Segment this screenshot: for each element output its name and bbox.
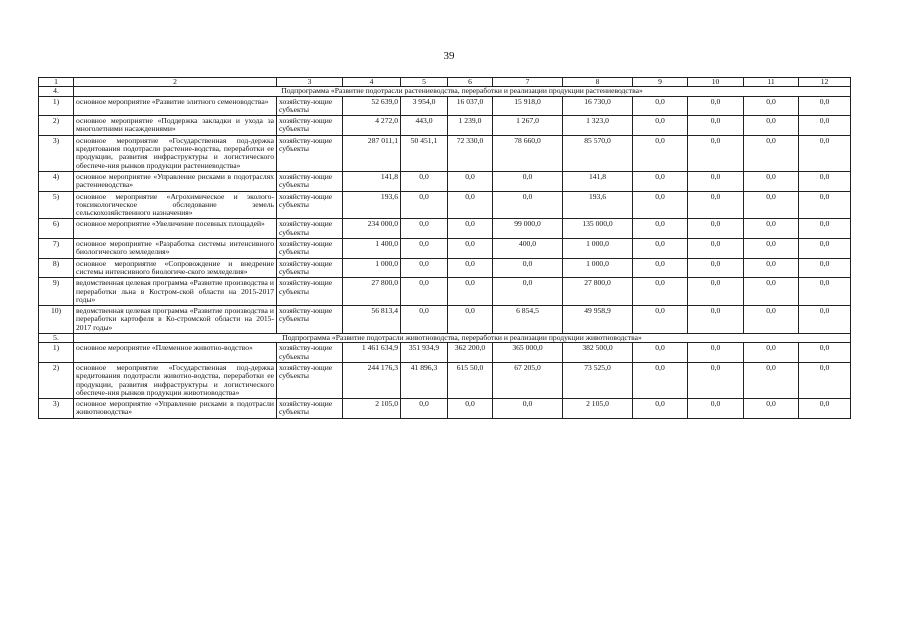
row-number: 1) xyxy=(39,96,74,116)
funding-value: 193,6 xyxy=(563,191,633,219)
funding-value: 0,0 xyxy=(688,116,744,136)
row-number: 7) xyxy=(39,239,74,259)
funding-value: 287 011,1 xyxy=(343,135,401,171)
funding-value: 0,0 xyxy=(633,191,688,219)
column-header-row xyxy=(39,78,851,87)
funding-value: 0,0 xyxy=(799,278,851,306)
funding-value: 0,0 xyxy=(448,191,493,219)
funding-value: 0,0 xyxy=(744,343,799,363)
activity-name: основное мероприятие «Агрохимическое и эколого-токсикологическое обследование земель сельскохозяйственного назначения» xyxy=(74,191,277,219)
funding-value: 41 896,3 xyxy=(401,362,448,398)
funding-value: 78 660,0 xyxy=(493,135,563,171)
column-number: 1 xyxy=(39,78,74,87)
column-number: 8 xyxy=(563,78,633,87)
column-number: 7 xyxy=(493,78,563,87)
funding-value: 0,0 xyxy=(744,278,799,306)
activity-name: основное мероприятие «Управление рисками в подотрасли животноводства» xyxy=(74,399,277,419)
row-number: 5) xyxy=(39,191,74,219)
funding-value: 2 105,0 xyxy=(343,399,401,419)
funding-value: 0,0 xyxy=(799,171,851,191)
executor: хозяйству-ющие субъекты xyxy=(277,278,343,306)
table-row xyxy=(39,306,851,334)
executor: хозяйству-ющие субъекты xyxy=(277,399,343,419)
funding-value: 141,8 xyxy=(343,171,401,191)
funding-value: 0,0 xyxy=(633,362,688,398)
funding-value: 0,0 xyxy=(688,343,744,363)
funding-value: 2 105,0 xyxy=(563,399,633,419)
table-row xyxy=(39,171,851,191)
funding-value: 27 800,0 xyxy=(343,278,401,306)
section-number: 5. xyxy=(39,334,74,343)
funding-value: 0,0 xyxy=(633,399,688,419)
activity-name: основное мероприятие «Развитие элитного семеноводства» xyxy=(74,96,277,116)
funding-value: 0,0 xyxy=(799,258,851,278)
section-title: Подпрограмма «Развитие подотрасли растениеводства, переработки и реализации продукции растениеводства» xyxy=(74,87,851,96)
activity-name: основное мероприятие «Государственная под-держка кредитования подотрасли животно-водства, переработки ее продукции, развития инфраструктуры и логистического обеспече-ния рынков продукции животноводства» xyxy=(74,362,277,398)
funding-value: 0,0 xyxy=(448,219,493,239)
funding-value: 244 176,3 xyxy=(343,362,401,398)
funding-value: 0,0 xyxy=(633,343,688,363)
funding-value: 0,0 xyxy=(744,399,799,419)
funding-value: 73 525,0 xyxy=(563,362,633,398)
column-number: 12 xyxy=(799,78,851,87)
funding-value: 0,0 xyxy=(799,219,851,239)
funding-value: 0,0 xyxy=(688,96,744,116)
activity-name: ведомственная целевая программа «Развитие производства и переработки картофеля в Ко-стромской области на 2015-2017 годы» xyxy=(74,306,277,334)
table-row xyxy=(39,343,851,363)
funding-value: 0,0 xyxy=(688,306,744,334)
executor: хозяйству-ющие субъекты xyxy=(277,116,343,136)
table-row xyxy=(39,362,851,398)
activity-name: основное мероприятие «Сопровождение и внедрение системы интенсивного биологиче-ского земледелия» xyxy=(74,258,277,278)
executor: хозяйству-ющие субъекты xyxy=(277,219,343,239)
activity-name: основное мероприятие «Государственная под-держка кредитования подотрасли растение-водства, переработки ее продукции, развития инфраструктуры и логистического обеспече-ния рынков продукции растениеводства» xyxy=(74,135,277,171)
funding-value: 234 000,0 xyxy=(343,219,401,239)
funding-value: 4 272,0 xyxy=(343,116,401,136)
table-row xyxy=(39,278,851,306)
activity-name: основное мероприятие «Племенное животно-водство» xyxy=(74,343,277,363)
funding-value: 49 958,9 xyxy=(563,306,633,334)
funding-value: 50 451,1 xyxy=(401,135,448,171)
funding-value: 1 400,0 xyxy=(343,239,401,259)
row-number: 8) xyxy=(39,258,74,278)
funding-value: 1 000,0 xyxy=(343,258,401,278)
activity-name: ведомственная целевая программа «Развитие производства и переработки льна в Костром-ской области на 2015-2017 годы» xyxy=(74,278,277,306)
funding-value: 0,0 xyxy=(633,116,688,136)
funding-value: 382 500,0 xyxy=(563,343,633,363)
row-number: 9) xyxy=(39,278,74,306)
funding-value: 362 200,0 xyxy=(448,343,493,363)
funding-value: 1 461 634,9 xyxy=(343,343,401,363)
funding-value: 0,0 xyxy=(401,219,448,239)
funding-value: 0,0 xyxy=(744,116,799,136)
funding-value: 0,0 xyxy=(688,399,744,419)
funding-value: 0,0 xyxy=(799,399,851,419)
funding-value: 56 813,4 xyxy=(343,306,401,334)
funding-value: 0,0 xyxy=(633,96,688,116)
column-number: 2 xyxy=(74,78,277,87)
section-row xyxy=(39,334,851,343)
funding-value: 72 330,0 xyxy=(448,135,493,171)
funding-value: 0,0 xyxy=(401,191,448,219)
funding-value: 0,0 xyxy=(744,239,799,259)
table-row xyxy=(39,191,851,219)
funding-value: 0,0 xyxy=(493,278,563,306)
funding-value: 15 918,0 xyxy=(493,96,563,116)
funding-value: 0,0 xyxy=(401,239,448,259)
section-number: 4. xyxy=(39,87,74,96)
funding-value: 99 000,0 xyxy=(493,219,563,239)
section-row xyxy=(39,87,851,96)
funding-value: 0,0 xyxy=(448,258,493,278)
funding-value: 443,0 xyxy=(401,116,448,136)
executor: хозяйству-ющие субъекты xyxy=(277,362,343,398)
funding-value: 0,0 xyxy=(688,219,744,239)
funding-value: 1 000,0 xyxy=(563,239,633,259)
funding-value: 0,0 xyxy=(744,258,799,278)
row-number: 2) xyxy=(39,362,74,398)
column-number: 4 xyxy=(343,78,401,87)
column-number: 10 xyxy=(688,78,744,87)
funding-value: 0,0 xyxy=(448,171,493,191)
funding-value: 0,0 xyxy=(744,219,799,239)
funding-value: 0,0 xyxy=(744,191,799,219)
funding-value: 0,0 xyxy=(493,171,563,191)
funding-value: 27 800,0 xyxy=(563,278,633,306)
table-row xyxy=(39,135,851,171)
row-number: 3) xyxy=(39,135,74,171)
executor: хозяйству-ющие субъекты xyxy=(277,306,343,334)
funding-value: 0,0 xyxy=(688,362,744,398)
executor: хозяйству-ющие субъекты xyxy=(277,343,343,363)
funding-value: 0,0 xyxy=(688,258,744,278)
funding-value: 1 267,0 xyxy=(493,116,563,136)
activity-name: основное мероприятие «Поддержка закладки и ухода за многолетними насаждениями» xyxy=(74,116,277,136)
funding-value: 0,0 xyxy=(633,258,688,278)
funding-value: 0,0 xyxy=(633,239,688,259)
funding-value: 52 639,0 xyxy=(343,96,401,116)
funding-value: 0,0 xyxy=(448,306,493,334)
column-number: 5 xyxy=(401,78,448,87)
funding-value: 351 934,9 xyxy=(401,343,448,363)
funding-value: 135 000,0 xyxy=(563,219,633,239)
funding-value: 0,0 xyxy=(688,191,744,219)
funding-value: 0,0 xyxy=(744,135,799,171)
funding-value: 0,0 xyxy=(493,191,563,219)
funding-table xyxy=(38,77,851,419)
funding-value: 0,0 xyxy=(744,171,799,191)
table-row xyxy=(39,399,851,419)
column-number: 3 xyxy=(277,78,343,87)
funding-value: 0,0 xyxy=(688,278,744,306)
funding-value: 0,0 xyxy=(799,96,851,116)
funding-value: 0,0 xyxy=(744,306,799,334)
funding-value: 0,0 xyxy=(688,239,744,259)
row-number: 10) xyxy=(39,306,74,334)
funding-value: 67 205,0 xyxy=(493,362,563,398)
funding-value: 0,0 xyxy=(401,171,448,191)
funding-value: 3 954,0 xyxy=(401,96,448,116)
executor: хозяйству-ющие субъекты xyxy=(277,96,343,116)
funding-value: 1 323,0 xyxy=(563,116,633,136)
activity-name: основное мероприятие «Управление рисками в подотраслях растениеводства» xyxy=(74,171,277,191)
column-number: 11 xyxy=(744,78,799,87)
funding-value: 141,8 xyxy=(563,171,633,191)
table-row xyxy=(39,239,851,259)
executor: хозяйству-ющие субъекты xyxy=(277,258,343,278)
executor: хозяйству-ющие субъекты xyxy=(277,239,343,259)
funding-value: 0,0 xyxy=(799,191,851,219)
funding-value: 0,0 xyxy=(633,278,688,306)
funding-value: 0,0 xyxy=(401,399,448,419)
row-number: 6) xyxy=(39,219,74,239)
row-number: 1) xyxy=(39,343,74,363)
funding-value: 0,0 xyxy=(448,399,493,419)
executor: хозяйству-ющие субъекты xyxy=(277,135,343,171)
funding-value: 16 730,0 xyxy=(563,96,633,116)
funding-value: 400,0 xyxy=(493,239,563,259)
funding-value: 0,0 xyxy=(799,343,851,363)
funding-value: 0,0 xyxy=(401,278,448,306)
section-title: Подпрограмма «Развитие подотрасли животноводства, переработки и реализации продукции животноводства» xyxy=(74,334,851,343)
table-row xyxy=(39,219,851,239)
funding-value: 0,0 xyxy=(448,278,493,306)
funding-value: 0,0 xyxy=(633,135,688,171)
funding-value: 0,0 xyxy=(633,219,688,239)
funding-value: 0,0 xyxy=(744,362,799,398)
funding-value: 0,0 xyxy=(799,362,851,398)
funding-value: 0,0 xyxy=(493,258,563,278)
funding-value: 0,0 xyxy=(633,306,688,334)
funding-value: 0,0 xyxy=(448,239,493,259)
executor: хозяйству-ющие субъекты xyxy=(277,171,343,191)
funding-value: 0,0 xyxy=(799,135,851,171)
executor: хозяйству-ющие субъекты xyxy=(277,191,343,219)
row-number: 3) xyxy=(39,399,74,419)
page-number: 39 xyxy=(443,50,455,62)
funding-value: 0,0 xyxy=(688,171,744,191)
funding-value: 365 000,0 xyxy=(493,343,563,363)
funding-value: 0,0 xyxy=(688,135,744,171)
activity-name: основное мероприятие «Увеличение посевных площадей» xyxy=(74,219,277,239)
row-number: 4) xyxy=(39,171,74,191)
funding-value: 16 037,0 xyxy=(448,96,493,116)
funding-value: 0,0 xyxy=(401,258,448,278)
funding-value: 1 239,0 xyxy=(448,116,493,136)
funding-value: 0,0 xyxy=(799,306,851,334)
table-row xyxy=(39,116,851,136)
activity-name: основное мероприятие «Разработка системы интенсивного биологического земледелия» xyxy=(74,239,277,259)
column-number: 6 xyxy=(448,78,493,87)
funding-value: 0,0 xyxy=(401,306,448,334)
funding-value: 193,6 xyxy=(343,191,401,219)
funding-value: 0,0 xyxy=(493,399,563,419)
funding-value: 0,0 xyxy=(633,171,688,191)
funding-value: 6 854,5 xyxy=(493,306,563,334)
table-row xyxy=(39,258,851,278)
funding-value: 0,0 xyxy=(799,116,851,136)
column-number: 9 xyxy=(633,78,688,87)
funding-value: 0,0 xyxy=(799,239,851,259)
funding-value: 615 50,0 xyxy=(448,362,493,398)
funding-value: 85 570,0 xyxy=(563,135,633,171)
table-row xyxy=(39,96,851,116)
funding-value: 1 000,0 xyxy=(563,258,633,278)
row-number: 2) xyxy=(39,116,74,136)
funding-value: 0,0 xyxy=(744,96,799,116)
